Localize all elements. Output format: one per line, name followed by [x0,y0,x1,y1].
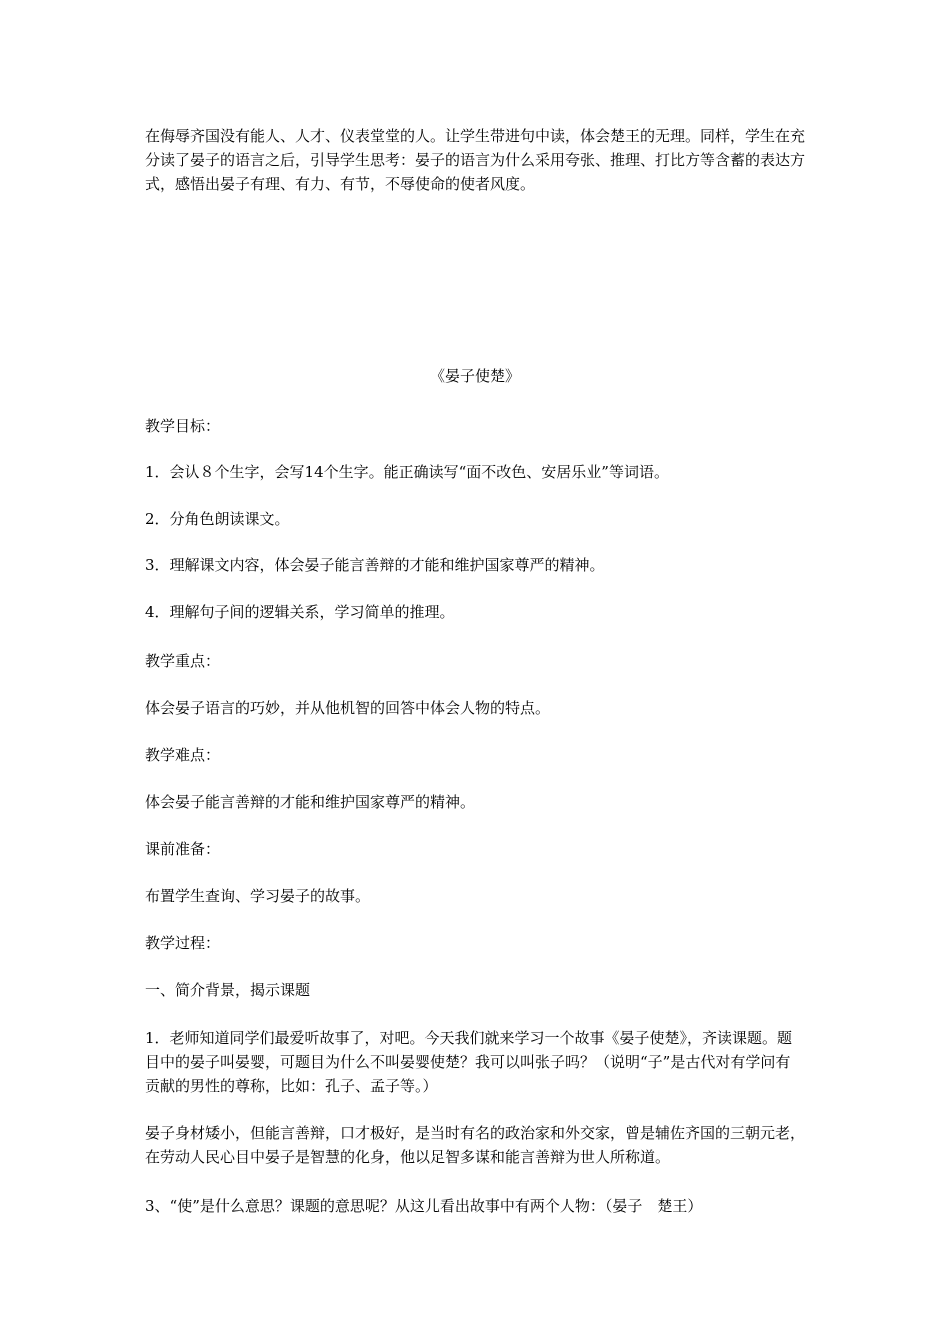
prep-text: 布置学生查询、学习晏子的故事。 [145,887,371,905]
key-points-heading: 教学重点： [145,652,221,670]
lesson-title: 《晏子使楚》 [429,367,520,385]
key-points-text: 体会晏子语言的巧妙，并从他机智的回答中体会人物的特点。 [145,699,551,717]
prep-heading: 课前准备： [145,840,221,858]
goal-item-4: 4．理解句子间的逻辑关系，学习简单的推理。 [145,603,455,621]
section-1-heading: 一、简介背景，揭示课题 [145,981,311,999]
goal-item-1: 1．会认８个生字，会写14个生字。能正确读写“面不改色、安居乐业”等词语。 [145,463,669,481]
intro-paragraph: 在侮辱齐国没有能人、人才、仪表堂堂的人。让学生带进句中读，体会楚王的无理。同样，学生在充分读了晏子的语言之后，引导学生思考：晏子的语言为什么采用夸张、推理、打比方等含蓄的表达方式，感悟出晏子有理、有力、有节，不辱使命的使者风度。 [145,127,806,193]
biography-paragraph: 晏子身材矮小，但能言善辩，口才极好，是当时有名的政治家和外交家，曾是辅佐齐国的三朝元老，在劳动人民心目中晏子是智慧的化身，他以足智多谋和能言善辩为世人所称道。 [145,1124,806,1166]
step-3-paragraph: 3、“使”是什么意思？课题的意思呢？从这儿看出故事中有两个人物：（晏子 楚王） [145,1197,703,1215]
difficulty-text: 体会晏子能言善辩的才能和维护国家尊严的精神。 [145,793,476,811]
goal-item-3: 3．理解课文内容，体会晏子能言善辩的才能和维护国家尊严的精神。 [145,556,605,574]
goals-heading: 教学目标： [145,417,221,435]
process-heading: 教学过程： [145,934,221,952]
step-1-paragraph: 1．老师知道同学们最爱听故事了，对吧。今天我们就来学习一个故事《晏子使楚》，齐读课题。题目中的晏子叫晏婴，可题目为什么不叫晏婴使楚？我可以叫张子吗？（说明“子”是古代对有学问有贡献的男性的尊称，比如：孔子、孟子等。） [145,1029,793,1095]
goal-item-2: 2．分角色朗读课文。 [145,510,290,528]
difficulty-heading: 教学难点： [145,746,221,764]
